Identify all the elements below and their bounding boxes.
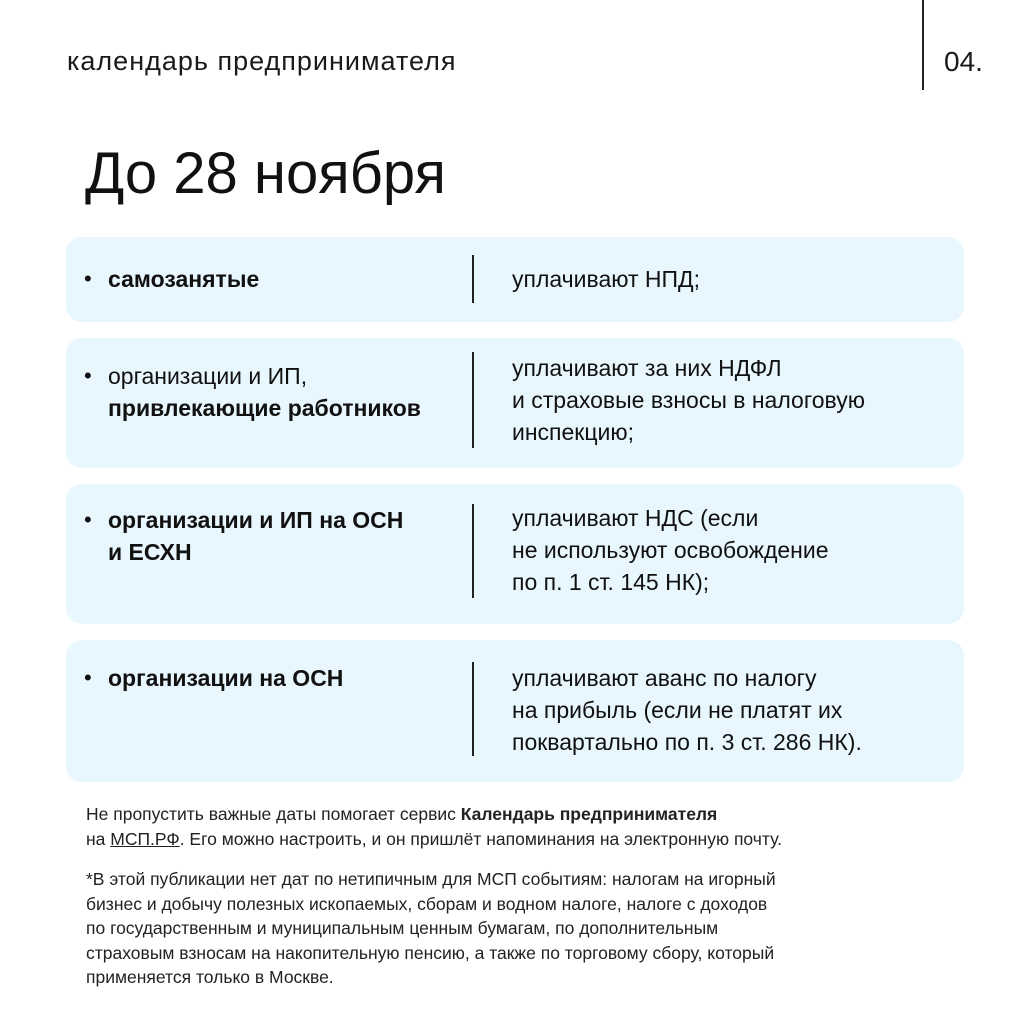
taxpayer-cell bbox=[84, 360, 458, 424]
taxpayer-label-bold: организации на ОСН bbox=[108, 665, 344, 691]
obligation-line: по п. 1 ст. 145 НК); bbox=[512, 569, 710, 595]
taxpayer-label-bold: привлекающие работников bbox=[108, 395, 421, 421]
row-divider bbox=[472, 662, 474, 756]
taxpayer-label: самозанятые bbox=[108, 266, 260, 292]
deadline-row-osn-eshn bbox=[66, 484, 964, 624]
deadline-row-self-employed bbox=[66, 237, 964, 322]
header-divider bbox=[922, 0, 924, 90]
bullet-icon: • bbox=[84, 363, 92, 388]
row-divider bbox=[472, 352, 474, 448]
bullet-icon: • bbox=[84, 665, 92, 690]
deadline-list bbox=[66, 237, 964, 798]
obligation-line: уплачивают за них НДФЛ bbox=[512, 355, 782, 381]
obligation-line: уплачивают НПД; bbox=[512, 266, 701, 292]
obligation-line: не используют освобождение bbox=[512, 537, 829, 563]
info-text: Не пропустить важные даты помогает сервис bbox=[86, 804, 461, 824]
page-title: До 28 ноября bbox=[85, 141, 446, 206]
taxpayer-cell bbox=[84, 263, 458, 295]
info-text: . Его можно настроить, и он пришлёт напоминания на электронную почту. bbox=[179, 829, 782, 849]
footnote-line: по государственным и муниципальным ценным бумагам, по дополнительным bbox=[86, 918, 719, 938]
bullet-icon: • bbox=[84, 507, 92, 532]
bullet-icon: • bbox=[84, 266, 92, 291]
taxpayer-label-bold: и ЕСХН bbox=[108, 539, 192, 565]
taxpayer-label: организации и ИП, bbox=[108, 363, 308, 389]
taxpayer-label-bold: организации и ИП на ОСН bbox=[108, 507, 404, 533]
info-text: на bbox=[86, 829, 111, 849]
header-title: календарь предпринимателя bbox=[67, 46, 457, 76]
page-number: 04. bbox=[944, 46, 983, 77]
obligation-line: и страховые взносы в налоговую bbox=[512, 387, 865, 413]
obligation-line: на прибыль (если не платят их bbox=[512, 697, 843, 723]
obligation-line: поквартально по п. 3 ст. 286 НК). bbox=[512, 729, 862, 755]
row-divider bbox=[472, 255, 474, 303]
footnote-line: применяется только в Москве. bbox=[86, 967, 334, 987]
footnote-line: страховым взносам на накопительную пенсию, а также по торговому сбору, который bbox=[86, 942, 775, 963]
taxpayer-cell bbox=[84, 662, 458, 694]
taxpayer-cell bbox=[84, 504, 458, 568]
msp-link[interactable]: МСП.РФ bbox=[110, 829, 180, 849]
service-info bbox=[86, 802, 946, 852]
obligation-cell bbox=[512, 352, 942, 448]
obligation-line: уплачивают НДС (если bbox=[512, 505, 759, 531]
row-divider bbox=[472, 504, 474, 598]
footnote-line: бизнес и добычу полезных ископаемых, сборам и водном налоге, налоге с доходов bbox=[86, 893, 768, 914]
service-name: Календарь предпринимателя bbox=[460, 804, 718, 824]
footnote bbox=[86, 867, 936, 990]
obligation-cell bbox=[512, 263, 942, 295]
deadline-row-employers bbox=[66, 338, 964, 468]
obligation-cell bbox=[512, 662, 942, 758]
obligation-cell bbox=[512, 502, 942, 598]
deadline-row-osn-orgs bbox=[66, 640, 964, 782]
obligation-line: уплачивают аванс по налогу bbox=[512, 665, 817, 691]
obligation-line: инспекцию; bbox=[512, 419, 635, 445]
footnote-line: *В этой публикации нет дат по нетипичным для МСП событиям: налогам на игорный bbox=[86, 869, 776, 889]
